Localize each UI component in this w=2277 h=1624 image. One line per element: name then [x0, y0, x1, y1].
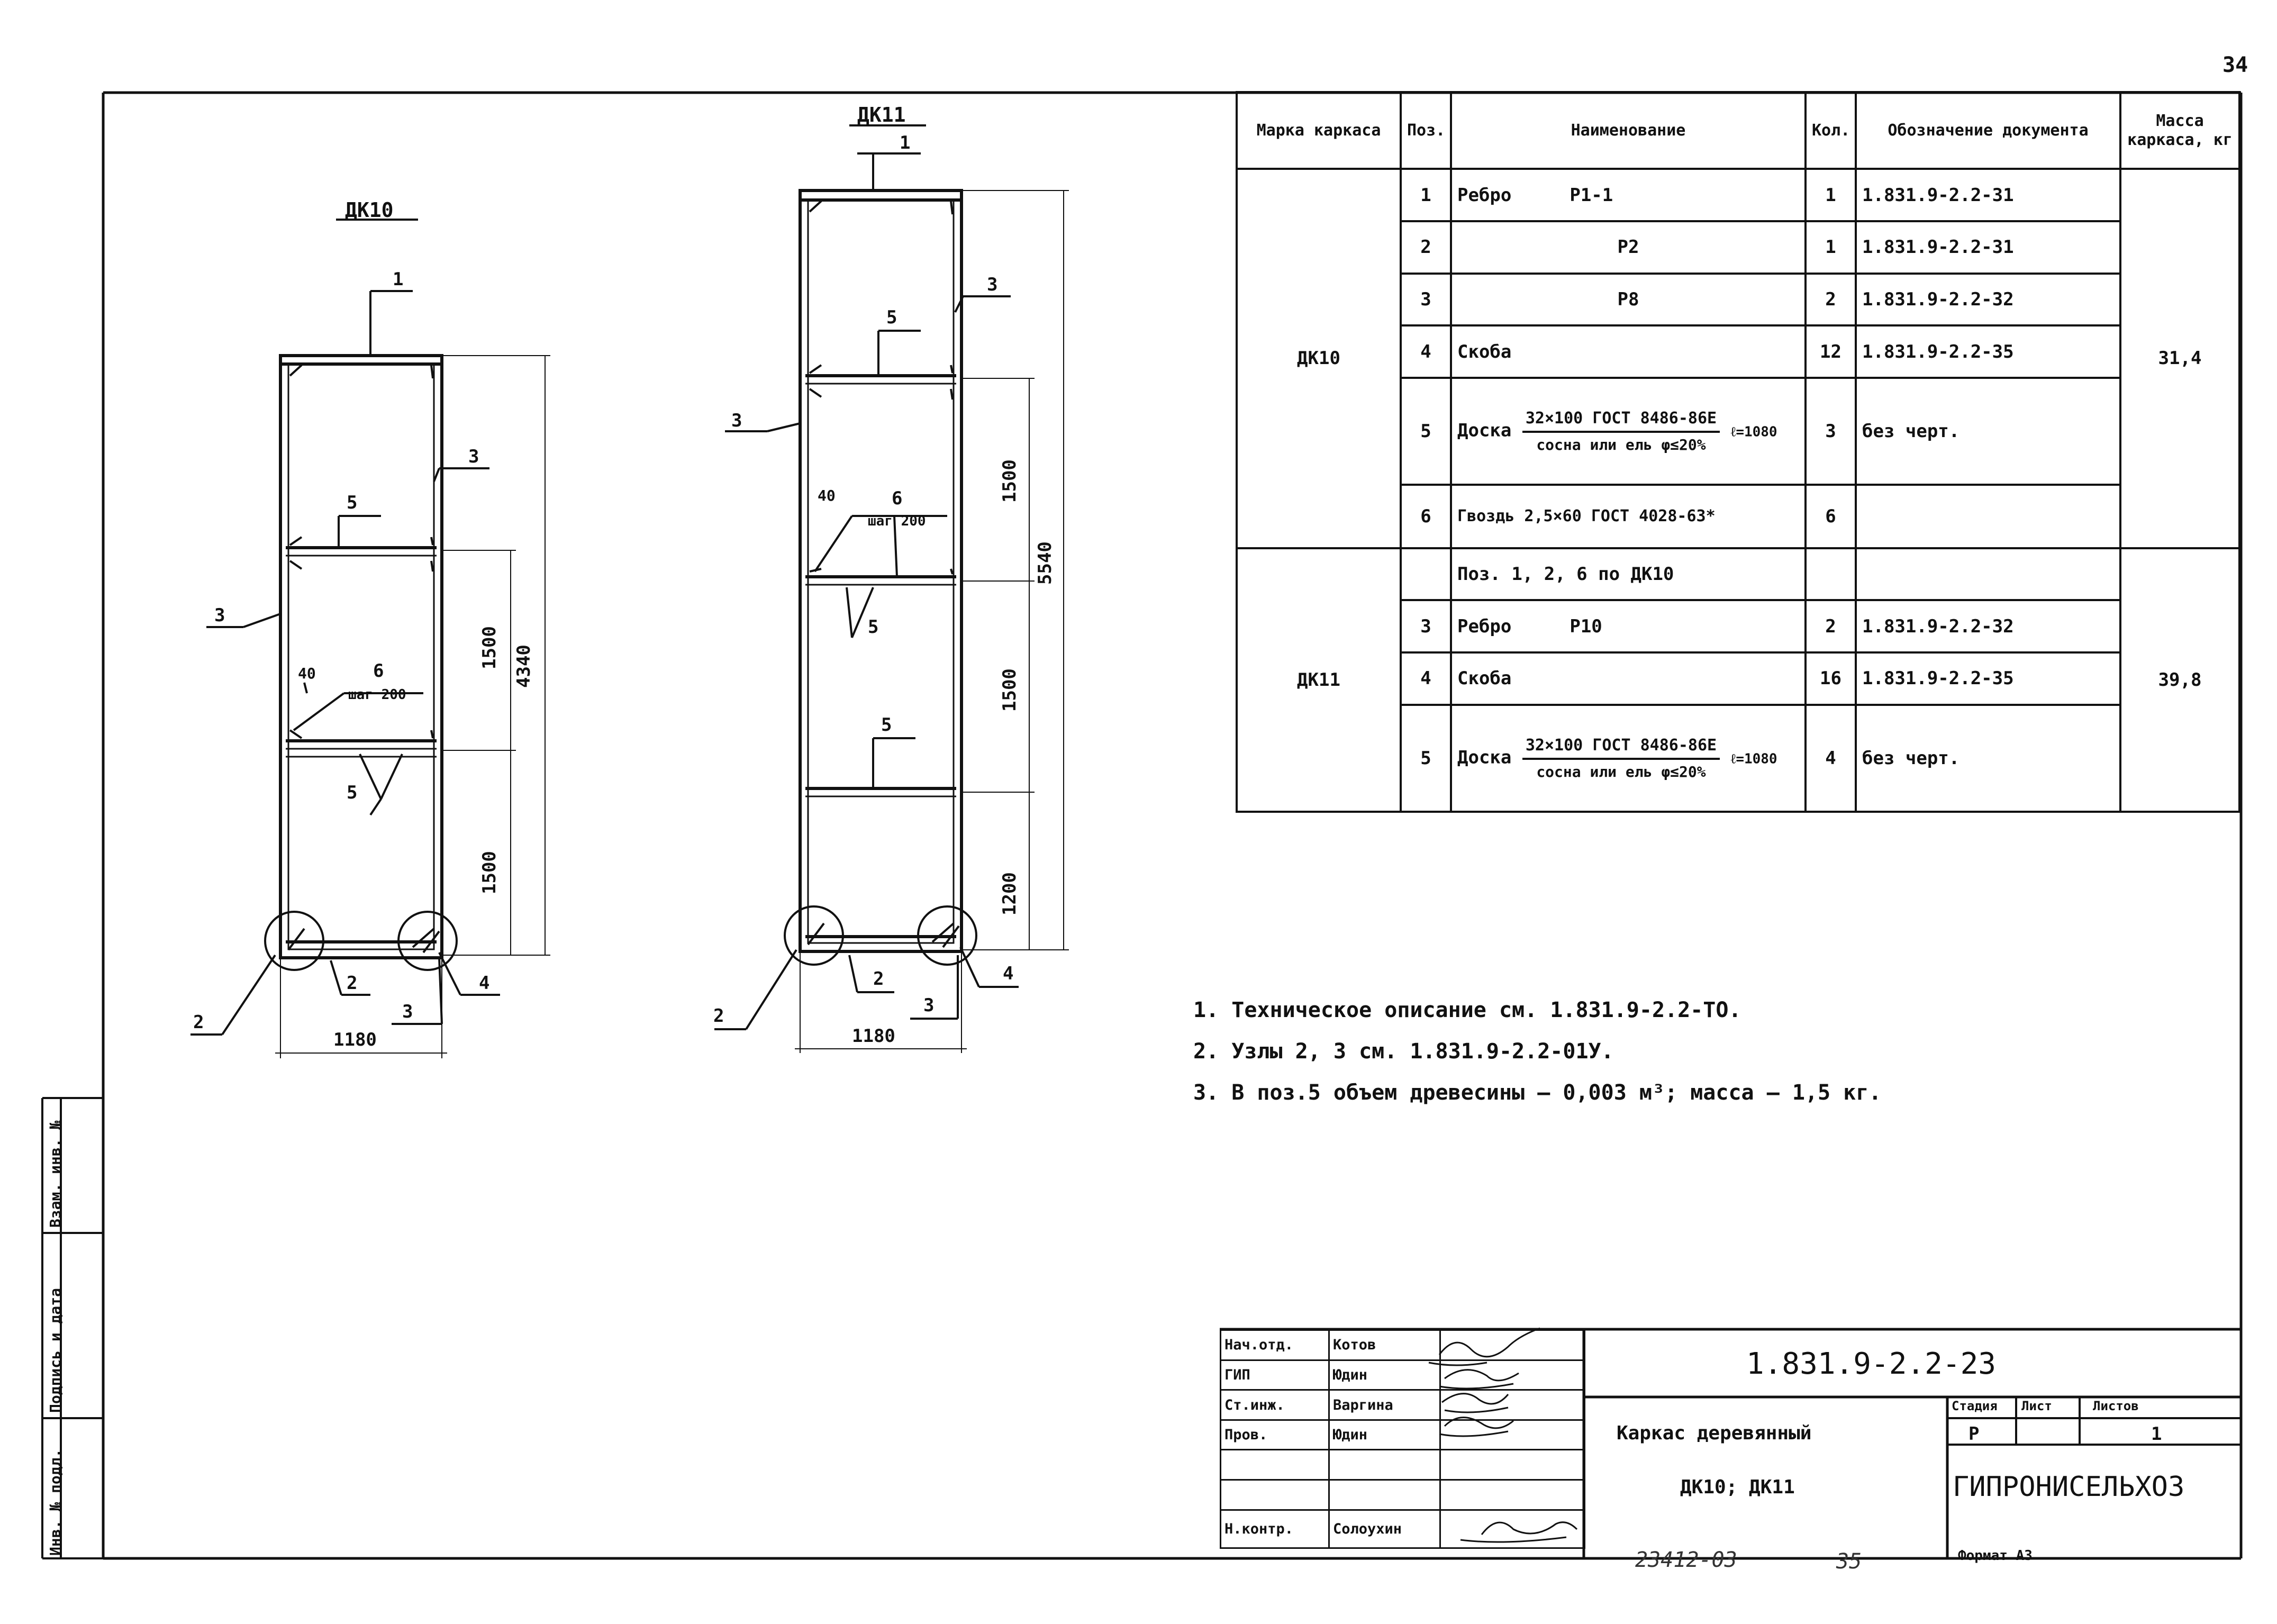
dk11-nail-step: шаг 200 — [868, 513, 926, 529]
row-name: Гвоздь 2,5×60 ГОСТ 4028-63* — [1451, 485, 1806, 548]
row-pos: 2 — [1401, 221, 1451, 274]
dk10-pos-left: 3 — [214, 605, 225, 626]
role: Пров. — [1221, 1420, 1329, 1450]
role: Нач.отд. — [1221, 1330, 1329, 1360]
sheet-label: Лист — [2021, 1399, 2052, 1413]
row-name: Скоба — [1451, 652, 1806, 705]
dk11-dim-total: 5540 — [1035, 541, 1056, 585]
dk11-pos-node-left: 2 — [713, 1005, 724, 1027]
dk11-pos-cross-2: 5 — [868, 616, 879, 638]
row-pos: 4 — [1401, 652, 1451, 705]
row-qty: 6 — [1806, 485, 1856, 548]
dk11-title: ДК11 — [857, 103, 906, 126]
specification-table — [1236, 91, 2240, 813]
row-pos: 6 — [1401, 485, 1451, 548]
dk10-dim-lower: 1500 — [479, 851, 500, 894]
row-pos: 5 — [1401, 705, 1451, 812]
drawing-title-line2: ДК10; ДК11 — [1680, 1476, 1795, 1498]
row-qty: 2 — [1806, 274, 1856, 326]
dk10-pos-top: 1 — [393, 269, 404, 290]
row-name: Р2 — [1451, 221, 1806, 274]
title-block-roles — [1220, 1329, 1585, 1549]
row-doc — [1856, 485, 2120, 548]
row-qty: 3 — [1806, 378, 1856, 485]
row-name: Р8 — [1451, 274, 1806, 326]
dk11-pos-bottom: 2 — [873, 968, 884, 990]
person: Юдин — [1329, 1420, 1440, 1450]
person: Юдин — [1329, 1360, 1440, 1390]
header-name: Наименование — [1451, 92, 1806, 169]
paper-format: Формат А3 — [1958, 1548, 2033, 1564]
dk10-pos-clip: 4 — [479, 973, 490, 994]
row-name: Ребро Р10 — [1451, 600, 1806, 652]
dk10-pos-node-left: 2 — [193, 1012, 204, 1033]
row-name: Доска $\frac{\text{32×100 ГОСТ 8486-86Е}}{\text{сосна или ель φ≤20\%}}$ ℓ=1080 — [1451, 378, 1806, 485]
dk10-nail-offset: 40 — [298, 665, 316, 682]
row-pos: 4 — [1401, 325, 1451, 378]
side-signature: Подпись и дата — [47, 1287, 64, 1413]
role — [1221, 1450, 1329, 1480]
row-doc: 1.831.9-2.2-35 — [1856, 652, 2120, 705]
row-qty: 16 — [1806, 652, 1856, 705]
dk11-mass: 39,8 — [2120, 548, 2239, 812]
row-qty: 4 — [1806, 705, 1856, 812]
dk10-title: ДК10 — [345, 198, 394, 222]
person: Варгина — [1329, 1390, 1440, 1420]
row-qty: 1 — [1806, 221, 1856, 274]
row-pos: 3 — [1401, 600, 1451, 652]
note-2: 2. Узлы 2, 3 см. 1.831.9-2.2-01У. — [1193, 1039, 1614, 1064]
dk11-pos-node-right: 3 — [923, 995, 935, 1016]
table-row — [1237, 169, 2239, 221]
row-doc: 1.831.9-2.2-35 — [1856, 325, 2120, 378]
dk10-dim-upper: 1500 — [479, 626, 500, 669]
dk10-pos-node-right: 3 — [402, 1001, 413, 1022]
page-number: 34 — [2222, 53, 2248, 77]
notes — [1193, 990, 1881, 1113]
note-3: 3. В поз.5 объем древесины – 0,003 м³; масса – 1,5 кг. — [1193, 1081, 1882, 1105]
sheets-label: Листов — [2093, 1399, 2139, 1413]
dk11-mark: ДК11 — [1237, 548, 1401, 812]
header-mark: Марка каркаса — [1237, 92, 1401, 169]
dk10-dim-width: 1180 — [333, 1029, 377, 1050]
row-name: Скоба — [1451, 325, 1806, 378]
stage-label: Стадия — [1952, 1399, 1998, 1413]
role — [1221, 1480, 1329, 1510]
dk11-dim-3: 1200 — [999, 872, 1020, 915]
row-qty: 1 — [1806, 169, 1856, 221]
row-name: Ребро Р1-1 — [1451, 169, 1806, 221]
dk10-nail-step: шаг 200 — [348, 687, 406, 703]
role: Н.контр. — [1221, 1510, 1329, 1548]
row-doc: 1.831.9-2.2-31 — [1856, 221, 2120, 274]
dk10-pos-cross-mid: 5 — [347, 782, 358, 803]
row-doc: 1.831.9-2.2-31 — [1856, 169, 2120, 221]
dk11-pos-nail: 6 — [892, 488, 903, 509]
row-doc: без черт. — [1856, 378, 2120, 485]
row-pos: 5 — [1401, 378, 1451, 485]
person: Солоухин — [1329, 1510, 1440, 1548]
row-pos: 3 — [1401, 274, 1451, 326]
row-doc: 1.831.9-2.2-32 — [1856, 600, 2120, 652]
role: ГИП — [1221, 1360, 1329, 1390]
note-1: 1. Техническое описание см. 1.831.9-2.2-ТО. — [1193, 998, 1741, 1022]
dk10-mass: 31,4 — [2120, 169, 2239, 548]
row-name: Поз. 1, 2, 6 по ДК10 — [1451, 548, 1806, 601]
dk10-pos-right: 3 — [468, 446, 479, 467]
dk11-dim-1: 1500 — [999, 459, 1020, 503]
drawing-title-line1: Каркас деревянный — [1617, 1422, 1812, 1444]
dk11-pos-cross-1: 5 — [886, 307, 897, 328]
person: Котов — [1329, 1330, 1440, 1360]
bottom-page: 35 — [1836, 1549, 1862, 1574]
dk11-pos-left: 3 — [731, 410, 742, 431]
dk11-pos-right: 3 — [987, 274, 998, 295]
dk11-pos-cross-3: 5 — [881, 714, 892, 736]
dk11-dim-width: 1180 — [852, 1026, 895, 1047]
table-row — [1237, 548, 2239, 601]
dk11-pos-top: 1 — [900, 132, 911, 153]
row-qty: 2 — [1806, 600, 1856, 652]
row-qty: 12 — [1806, 325, 1856, 378]
dk10-pos-cross-upper: 5 — [347, 492, 358, 513]
dk11-dim-2: 1500 — [999, 668, 1020, 712]
header-doc: Обозначение документа — [1856, 92, 2120, 169]
row-pos: 1 — [1401, 169, 1451, 221]
header-pos: Поз. — [1401, 92, 1451, 169]
row-name: Доска $\frac{\text{32×100 ГОСТ 8486-86Е}}{\text{сосна или ель φ≤20\%}}$ ℓ=1080 — [1451, 705, 1806, 812]
role: Ст.инж. — [1221, 1390, 1329, 1420]
dk10-mark: ДК10 — [1237, 169, 1401, 548]
sheets-value: 1 — [2151, 1423, 2162, 1445]
organization: ГИПРОНИСЕЛЬХОЗ — [1953, 1471, 2185, 1503]
doc-code: 1.831.9-2.2-23 — [1746, 1347, 1997, 1381]
dk11-nail-offset: 40 — [818, 487, 836, 504]
row-doc: без черт. — [1856, 705, 2120, 812]
side-inventory: Инв. № подл. — [47, 1448, 64, 1556]
stage-value: Р — [1968, 1423, 1980, 1445]
header-qty: Кол. — [1806, 92, 1856, 169]
dk10-pos-bottom: 2 — [347, 973, 358, 994]
inventory-number: 23412-03 — [1635, 1548, 1737, 1572]
dk10-pos-nail: 6 — [373, 660, 384, 682]
side-replace: Взам. инв. № — [47, 1120, 64, 1228]
dk10-dim-total: 4340 — [513, 645, 534, 688]
row-doc: 1.831.9-2.2-32 — [1856, 274, 2120, 326]
person — [1329, 1450, 1440, 1480]
person — [1329, 1480, 1440, 1510]
header-mass: Масса каркаса, кг — [2120, 92, 2239, 169]
dk11-pos-clip: 4 — [1003, 963, 1014, 984]
